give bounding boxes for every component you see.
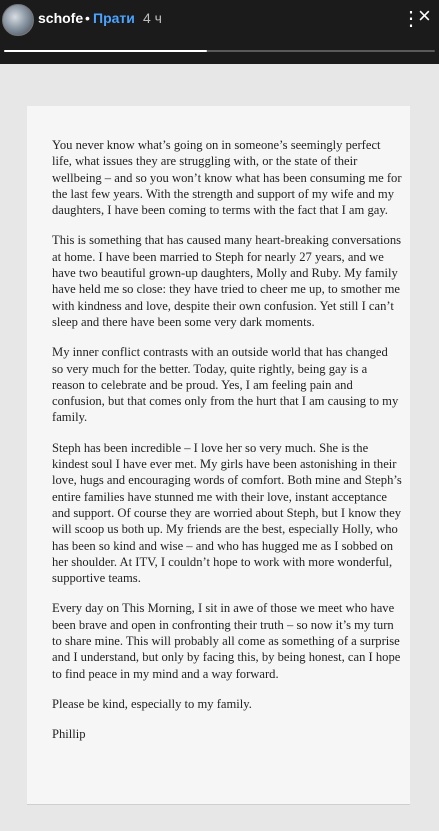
close-icon[interactable]: × xyxy=(418,3,431,28)
story-header xyxy=(0,0,439,64)
story-progress-fill xyxy=(4,50,207,52)
separator-dot: • xyxy=(85,10,90,26)
letter-paragraph: My inner conflict contrasts with an outside world that has changed so very much for the better. Today, quite rightly, being gay is a reason to celebrate and be proud. Yes, I am feeling pain and confusion, but that comes only from the hurt that I am causing to my family. xyxy=(52,345,399,425)
letter-paragraph: Every day on This Morning, I sit in awe of those we meet who have been brave and open in confronting their truth – so now it’s my turn to share mine. This will probably all come as something of a surprise and I understand, but only by facing this, by being honest, can I hope to find peace in my mind and a way forward. xyxy=(52,601,401,681)
letter-paragraph: Steph has been incredible – I love her so very much. She is the kindest soul I have ever met. My girls have been astonishing in their love, hugs and encouraging words of comfort. Both mine and Steph’s entire families have stunned me with their love, instant acceptance and support. Of course they are worried about Steph, but I know they will scoop us both up. My friends are the best, especially Holly, who has been so kind and wise – and who has hugged me as I sobbed on her shoulder. At ITV, I couldn’t hope to work with more wonderful, supportive teams. xyxy=(52,440,402,586)
timestamp: 4 ч xyxy=(143,10,162,26)
follow-button[interactable]: Прати xyxy=(93,10,135,26)
letter-signature: Phillip xyxy=(52,727,86,742)
letter-paragraph: This is something that has caused many heart-breaking conversations at home. I have been married to Steph for nearly 27 years, and we have two beautiful grown-up daughters, Molly and Ruby. My family have held me so close: they have tried to cheer me up, to smother me with kindness and love, despite their own confusion. Yet still I can’t sleep and there have been some very dark moments. xyxy=(52,233,402,329)
story-progress-bar xyxy=(4,50,435,52)
letter-paragraph: You never know what’s going on in someone’s seemingly perfect life, what issues they are struggling with, or the state of their wellbeing – and so you won’t know what has been consuming me for the last few years. With the strength and support of my wife and my daughters, I have been coming to terms with the fact that I am gay. xyxy=(52,138,402,218)
letter-text xyxy=(52,137,402,757)
letter-closing: Please be kind, especially to my family. xyxy=(52,696,252,711)
avatar[interactable] xyxy=(2,4,34,36)
username[interactable]: schofe xyxy=(38,10,84,26)
more-options-icon[interactable]: ⋮ xyxy=(401,8,422,30)
